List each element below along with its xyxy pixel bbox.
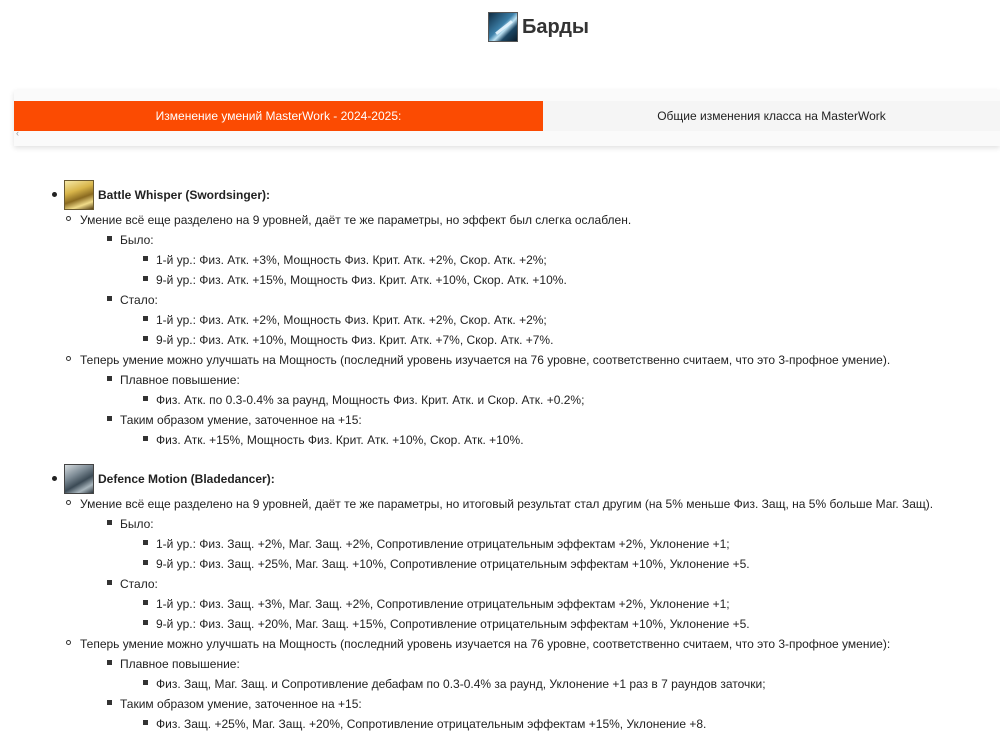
list-item xyxy=(156,390,1000,410)
list-item xyxy=(156,594,1000,614)
group-after xyxy=(120,290,1000,350)
battle-whisper-skill-icon xyxy=(64,180,94,210)
item-text: 9-й ур.: Физ. Атк. +15%, Мощность Физ. Крит. Атк. +10%, Скор. Атк. +10%. xyxy=(156,273,567,287)
group-label: Таким образом умение, заточенное на +15: xyxy=(120,413,362,427)
note-groups xyxy=(80,230,1000,350)
group-label: Стало: xyxy=(120,577,158,591)
list-item xyxy=(156,554,1000,574)
skill-note xyxy=(80,634,1000,734)
group-label: Стало: xyxy=(120,293,158,307)
note-text: Теперь умение можно улучшать на Мощность (последний уровень изучается на 76 уровне, соответственно считаем, что это 3-профное умение): xyxy=(80,637,891,651)
skill-notes xyxy=(64,494,1000,734)
skill-note xyxy=(80,210,1000,350)
group-before xyxy=(120,230,1000,290)
group-before xyxy=(120,514,1000,574)
note-text: Умение всё еще разделено на 9 уровней, даёт те же параметры, но итоговый результат стал другим (на 5% меньше Физ. Защ, на 5% больше Маг. Защ). xyxy=(80,497,934,511)
list-item xyxy=(156,330,1000,350)
skill-notes xyxy=(64,210,1000,450)
tab-bar xyxy=(14,90,1000,146)
skill-note xyxy=(80,494,1000,634)
group-label: Было: xyxy=(120,233,154,247)
list-item xyxy=(156,534,1000,554)
item-text: Физ. Защ. +25%, Маг. Защ. +20%, Сопротивление отрицательным эффектам +15%, Уклонение +8. xyxy=(156,717,707,731)
skill-name: Defence Motion (Bladedancer): xyxy=(98,472,275,486)
item-text: 9-й ур.: Физ. Атк. +10%, Мощность Физ. Крит. Атк. +7%, Скор. Атк. +7%. xyxy=(156,333,554,347)
group-label: Плавное повышение: xyxy=(120,373,240,387)
skill-note xyxy=(80,350,1000,450)
group-items xyxy=(120,310,1000,350)
tab-skill-changes[interactable]: Изменение умений MasterWork - 2024-2025: xyxy=(14,101,543,131)
item-text: 9-й ур.: Физ. Защ. +20%, Маг. Защ. +15%, Сопротивление отрицательным эффектам +10%, Уклонение +5. xyxy=(156,617,750,631)
group-label: Плавное повышение: xyxy=(120,657,240,671)
note-text: Теперь умение можно улучшать на Мощность (последний уровень изучается на 76 уровне, соответственно считаем, что это 3-профное умение). xyxy=(80,353,891,367)
list-item xyxy=(156,270,1000,290)
list-item xyxy=(156,430,1000,450)
item-text: 1-й ур.: Физ. Атк. +2%, Мощность Физ. Крит. Атк. +2%, Скор. Атк. +2%; xyxy=(156,313,547,327)
group-enchant-result xyxy=(120,694,1000,734)
group-items xyxy=(120,714,1000,734)
defence-motion-skill-icon xyxy=(64,464,94,494)
list-item xyxy=(156,614,1000,634)
group-items xyxy=(120,534,1000,574)
group-label: Было: xyxy=(120,517,154,531)
list-item xyxy=(156,310,1000,330)
note-text: Умение всё еще разделено на 9 уровней, даёт те же параметры, но эффект был слегка ослаблен. xyxy=(80,213,632,227)
note-groups xyxy=(80,514,1000,634)
group-items xyxy=(120,674,1000,694)
skills-content xyxy=(0,180,1000,734)
skill-name: Battle Whisper (Swordsinger): xyxy=(98,188,271,202)
item-text: 1-й ур.: Физ. Защ. +3%, Маг. Защ. +2%, Сопротивление отрицательным эффектам +2%, Уклонение +1; xyxy=(156,597,730,611)
item-text: 1-й ур.: Физ. Атк. +3%, Мощность Физ. Крит. Атк. +2%, Скор. Атк. +2%; xyxy=(156,253,547,267)
group-items xyxy=(120,594,1000,634)
group-items xyxy=(120,430,1000,450)
skill-header xyxy=(64,180,1000,210)
list-item xyxy=(156,714,1000,734)
group-after xyxy=(120,574,1000,634)
group-items xyxy=(120,250,1000,290)
item-text: 9-й ур.: Физ. Защ. +25%, Маг. Защ. +10%, Сопротивление отрицательным эффектам +10%, Уклонение +5. xyxy=(156,557,750,571)
page-title xyxy=(488,10,589,44)
skills-list xyxy=(0,180,1000,734)
note-groups xyxy=(80,654,1000,734)
note-groups xyxy=(80,370,1000,450)
group-items xyxy=(120,390,1000,410)
skill-battle-whisper xyxy=(0,180,1000,450)
item-text: Физ. Атк. по 0.3-0.4% за раунд, Мощность Физ. Крит. Атк. и Скор. Атк. +0.2%; xyxy=(156,393,585,407)
tabs xyxy=(14,101,1000,131)
page-title-text: Барды xyxy=(522,15,589,38)
bard-class-icon xyxy=(488,12,518,42)
group-smooth-increase xyxy=(120,370,1000,410)
item-text: Физ. Атк. +15%, Мощность Физ. Крит. Атк. +10%, Скор. Атк. +10%. xyxy=(156,433,524,447)
skill-header xyxy=(64,464,1000,494)
tab-general-class-changes[interactable]: Общие изменения класса на MasterWork xyxy=(543,101,1000,131)
group-enchant-result xyxy=(120,410,1000,450)
list-item xyxy=(156,674,1000,694)
skill-defence-motion xyxy=(0,464,1000,734)
group-smooth-increase xyxy=(120,654,1000,694)
group-label: Таким образом умение, заточенное на +15: xyxy=(120,697,362,711)
item-text: Физ. Защ, Маг. Защ. и Сопротивление дебафам по 0.3-0.4% за раунд, Уклонение +1 раз в 7 раундов заточки; xyxy=(156,677,766,691)
list-item xyxy=(156,250,1000,270)
item-text: 1-й ур.: Физ. Защ. +2%, Маг. Защ. +2%, Сопротивление отрицательным эффектам +2%, Уклонение +1; xyxy=(156,537,730,551)
scroll-left-icon[interactable]: ‹ xyxy=(16,128,19,138)
